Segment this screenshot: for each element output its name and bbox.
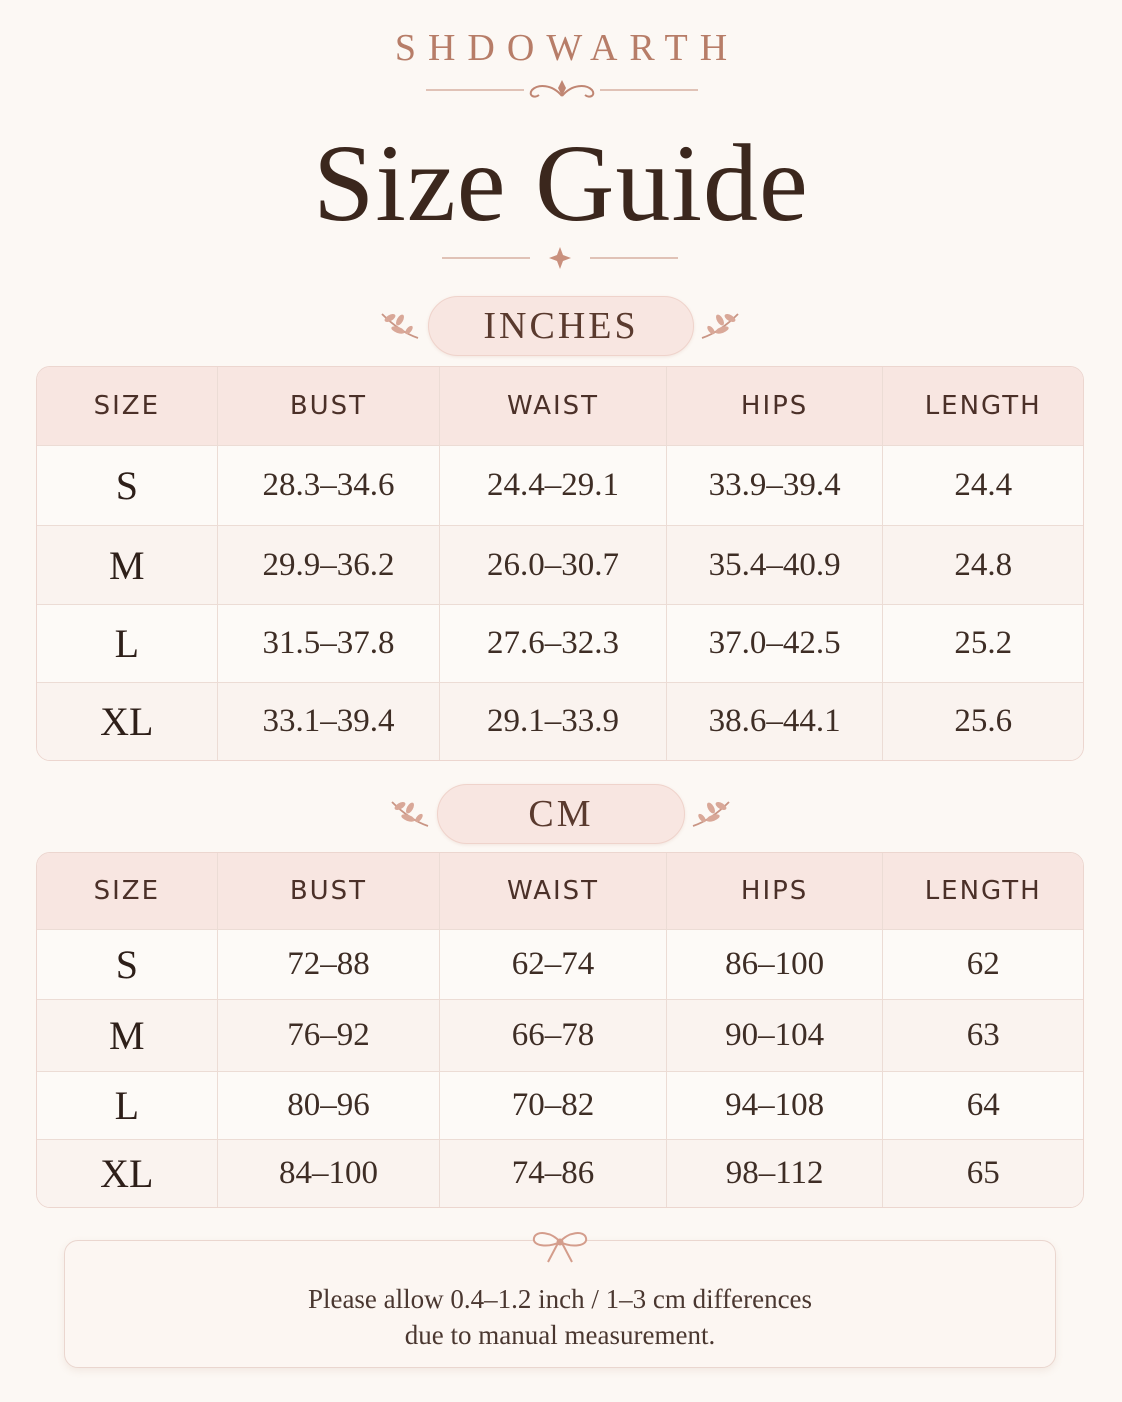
waist-cell: 74–86 xyxy=(439,1140,666,1207)
cm-size-table xyxy=(36,852,1084,1208)
bust-cell: 31.5–37.8 xyxy=(217,605,440,682)
header-hips: HIPS xyxy=(666,853,883,929)
bust-cell: 84–100 xyxy=(217,1140,440,1207)
header-hips: HIPS xyxy=(666,367,883,445)
bust-cell: 72–88 xyxy=(217,930,440,999)
ribbon-bow-icon xyxy=(528,1228,592,1266)
header-waist: WAIST xyxy=(439,853,666,929)
waist-cell: 62–74 xyxy=(439,930,666,999)
hips-cell: 33.9–39.4 xyxy=(666,446,883,525)
length-cell: 24.4 xyxy=(882,446,1083,525)
size-cell: XL xyxy=(100,699,154,744)
size-cell: XL xyxy=(100,1151,154,1196)
hips-cell: 86–100 xyxy=(666,930,883,999)
note-line-2: due to manual measurement. xyxy=(404,1320,716,1350)
header-waist: WAIST xyxy=(439,367,666,445)
inches-size-table xyxy=(36,366,1084,761)
page-title: Size Guide xyxy=(313,122,809,244)
header-bust: BUST xyxy=(217,853,440,929)
length-cell: 62 xyxy=(882,930,1083,999)
sparkle-divider-icon xyxy=(442,244,678,272)
size-cell: L xyxy=(114,1083,140,1128)
hips-cell: 37.0–42.5 xyxy=(666,605,883,682)
size-cell: M xyxy=(109,542,145,588)
bust-cell: 76–92 xyxy=(217,1000,440,1071)
bust-cell: 80–96 xyxy=(217,1072,440,1139)
hips-cell: 94–108 xyxy=(666,1072,883,1139)
table-row xyxy=(37,929,1083,999)
leaf-sprig-icon xyxy=(691,796,733,832)
header-size: SIZE xyxy=(93,876,161,906)
waist-cell: 24.4–29.1 xyxy=(439,446,666,525)
length-cell: 25.6 xyxy=(882,683,1083,760)
table-row xyxy=(37,1071,1083,1139)
header-length: LENGTH xyxy=(882,853,1083,929)
table-row xyxy=(37,604,1083,682)
length-cell: 64 xyxy=(882,1072,1083,1139)
table-row xyxy=(37,999,1083,1071)
header-bust: BUST xyxy=(217,367,440,445)
leaf-sprig-icon xyxy=(388,796,430,832)
inches-pill: INCHES xyxy=(428,296,694,356)
bust-cell: 28.3–34.6 xyxy=(217,446,440,525)
header-size: SIZE xyxy=(93,391,161,421)
waist-cell: 70–82 xyxy=(439,1072,666,1139)
leaf-sprig-icon xyxy=(378,308,420,344)
table-header-row xyxy=(37,853,1083,929)
size-cell: S xyxy=(115,942,138,987)
table-row xyxy=(37,682,1083,760)
bust-cell: 29.9–36.2 xyxy=(217,526,440,604)
inches-section-label xyxy=(0,296,1122,358)
waist-cell: 27.6–32.3 xyxy=(439,605,666,682)
hips-cell: 90–104 xyxy=(666,1000,883,1071)
length-cell: 24.8 xyxy=(882,526,1083,604)
size-cell: S xyxy=(115,463,138,508)
length-cell: 63 xyxy=(882,1000,1083,1071)
hips-cell: 98–112 xyxy=(666,1140,883,1207)
table-header-row xyxy=(37,367,1083,445)
waist-cell: 66–78 xyxy=(439,1000,666,1071)
size-cell: M xyxy=(109,1013,145,1058)
hips-cell: 38.6–44.1 xyxy=(666,683,883,760)
hips-cell: 35.4–40.9 xyxy=(666,526,883,604)
length-cell: 65 xyxy=(882,1140,1083,1207)
bust-cell: 33.1–39.4 xyxy=(217,683,440,760)
note-line-1: Please allow 0.4–1.2 inch / 1–3 cm differences xyxy=(307,1284,813,1314)
scroll-ornament-icon xyxy=(426,76,698,104)
waist-cell: 29.1–33.9 xyxy=(439,683,666,760)
table-row xyxy=(37,1139,1083,1207)
waist-cell: 26.0–30.7 xyxy=(439,526,666,604)
table-row xyxy=(37,525,1083,604)
size-cell: L xyxy=(114,621,140,666)
brand-name: SHDOWARTH xyxy=(394,27,740,69)
cm-section-label xyxy=(0,784,1122,846)
header-length: LENGTH xyxy=(882,367,1083,445)
table-row xyxy=(37,445,1083,525)
length-cell: 25.2 xyxy=(882,605,1083,682)
leaf-sprig-icon xyxy=(700,308,742,344)
cm-pill: CM xyxy=(437,784,685,844)
